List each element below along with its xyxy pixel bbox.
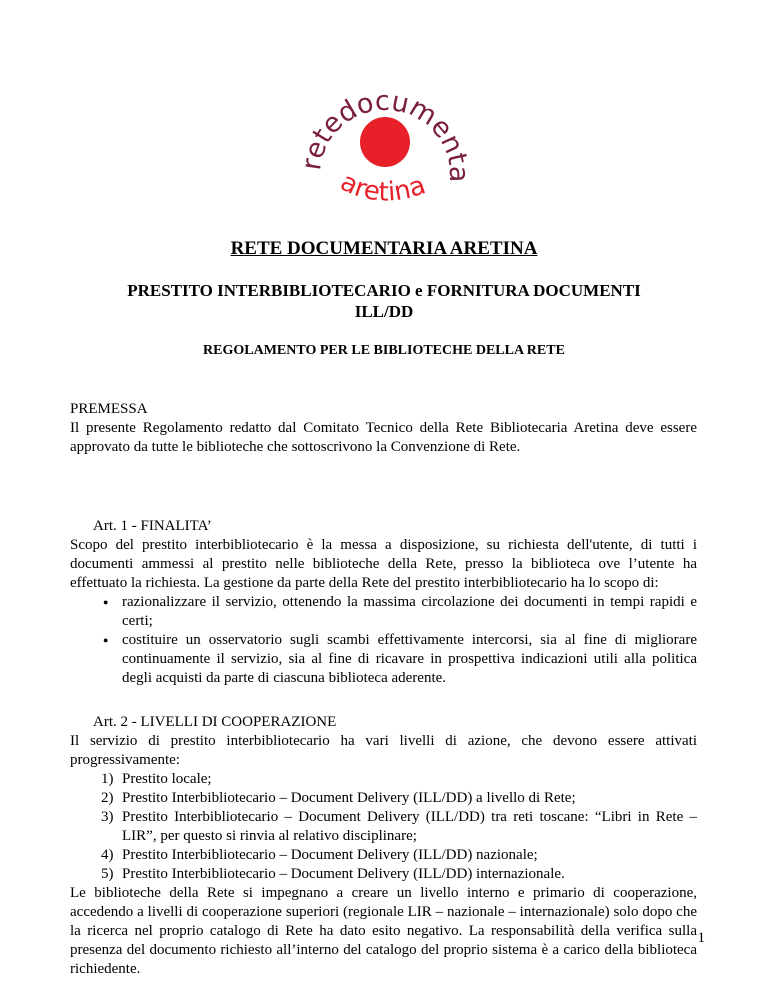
article-1-bullet-list xyxy=(70,593,697,688)
document-subtitle xyxy=(0,280,768,322)
list-item: 3) Prestito Interbibliotecario – Document Delivery (ILL/DD) tra reti toscane: “Libri in Rete – LIR”, per questo si rinvia al relativo disciplinare; xyxy=(101,809,697,844)
list-item: 2) Prestito Interbibliotecario – Document Delivery (ILL/DD) a livello di Rete; xyxy=(101,790,576,806)
article-2-closing: Le biblioteche della Rete si impegnano a creare un livello interno e primario di cooperazione, accedendo a livelli di cooperazione superiori (regionale LIR – nazionale – internazionale) solo dopo che la ricerca nel proprio catalogo di Rete ha dato esito negativo. La responsabilità della verifica sulla presenza del documento richiesto all’interno del catalogo del proprio sistema è a carico della biblioteca richiedente. xyxy=(70,885,697,977)
list-item: 4) Prestito Interbibliotecario – Document Delivery (ILL/DD) nazionale; xyxy=(101,847,538,863)
premessa-heading: PREMESSA xyxy=(70,401,148,417)
logo-bottom-text: aretina xyxy=(335,166,430,208)
premessa-section xyxy=(70,400,697,457)
list-item: 5) Prestito Interbibliotecario – Document Delivery (ILL/DD) internazionale. xyxy=(101,866,565,882)
logo-red-dot xyxy=(360,117,410,167)
article-2-numbered-list xyxy=(70,770,697,884)
logo-ring-text: retedocumenta xyxy=(296,85,475,183)
regulation-heading: REGOLAMENTO PER LE BIBLIOTECHE DELLA RETE xyxy=(203,343,565,358)
subtitle-line-2: ILL/DD xyxy=(354,302,414,321)
article-2-heading: Art. 2 - LIVELLI DI COOPERAZIONE xyxy=(93,714,337,730)
article-1-section xyxy=(70,517,697,688)
list-item: 1) Prestito locale; xyxy=(101,771,212,787)
article-2-section xyxy=(70,713,697,979)
document-title: RETE DOCUMENTARIA ARETINA xyxy=(230,238,538,259)
article-2-intro: Il servizio di prestito interbibliotecario ha vari livelli di azione, che devono essere attivati progressivamente: xyxy=(70,733,697,768)
list-item: ● costituire un osservatorio sugli scambi effettivamente intercorsi, sia al fine di migliorare continuamente il servizio, sia al fine di ricavare in prospettiva indicazioni utili alla politica degli acquisti da parte di ciascuna biblioteca aderente. xyxy=(122,631,697,688)
article-1-text: Scopo del prestito interbibliotecario è la messa a disposizione, su richiesta dell'utente, di tutti i documenti ammessi al prestito nelle biblioteche della Rete, presso la biblioteca ove l’utente ha effettuato la richiesta. La gestione da parte della Rete del prestito interbibliotecario ha lo scopo di: xyxy=(70,537,697,591)
logo-graphic xyxy=(290,70,480,230)
premessa-text: Il presente Regolamento redatto dal Comitato Tecnico della Rete Bibliotecaria Aretina deve essere approvato da tutte le biblioteche che sottoscrivono la Convenzione di Rete. xyxy=(70,420,697,455)
subtitle-line-1: PRESTITO INTERBIBLIOTECARIO e FORNITURA DOCUMENTI xyxy=(127,281,641,300)
list-item: ● razionalizzare il servizio, ottenendo la massima circolazione dei documenti in tempi rapidi e certi; xyxy=(122,593,697,631)
page-number: 1 xyxy=(697,930,705,946)
rete-documentaria-logo xyxy=(290,70,480,230)
article-1-heading: Art. 1 - FINALITA’ xyxy=(93,518,212,534)
